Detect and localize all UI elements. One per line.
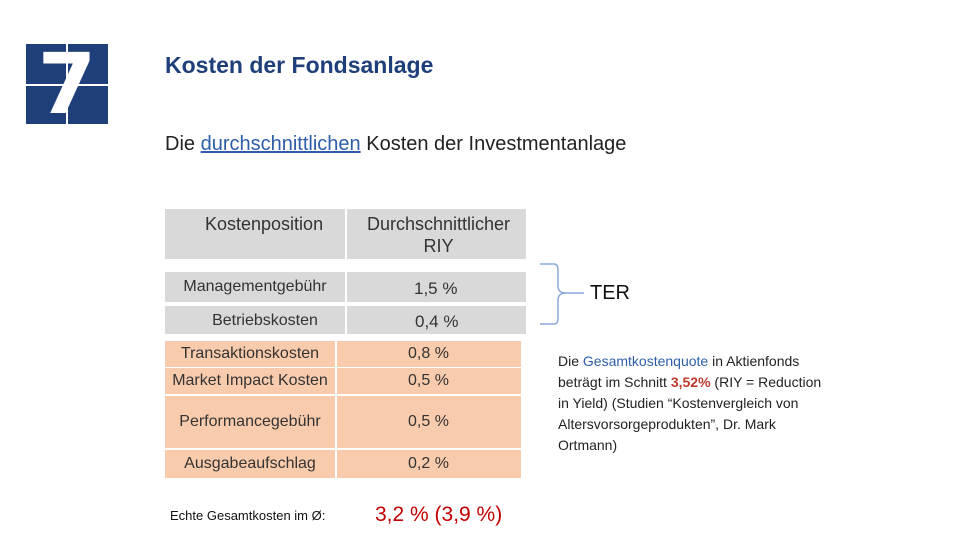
- subtitle: [165, 133, 626, 156]
- note-part3: in Aktienfonds beträgt im Schnitt: [558, 353, 800, 390]
- note-part5: (RIY = Reduction in Yield) (Studien “Kostenvergleich von Altersvorsorgeprodukten”, Dr. Mark Ortmann): [558, 374, 822, 453]
- row-label: Performancegebühr: [179, 413, 321, 430]
- table-row: [165, 306, 526, 334]
- header-kostenposition: [165, 209, 345, 259]
- row-value: 1,5 %: [414, 279, 458, 298]
- bracket-lower-path: [540, 293, 566, 324]
- page-title: Kosten der Fondsanlage: [165, 52, 434, 78]
- table-row: [165, 341, 521, 367]
- subtitle-highlight: durchschnittlichen: [200, 133, 361, 155]
- header-riy: [347, 209, 526, 259]
- row-value: 0,5 %: [408, 372, 449, 389]
- row-value: 0,5 %: [408, 413, 449, 430]
- ter-bracket: [536, 260, 586, 330]
- ter-label: TER: [590, 282, 630, 304]
- bracket-upper-path: [540, 264, 566, 293]
- note-percentage: 3,52%: [670, 374, 711, 390]
- subtitle-suffix: Kosten der Investmentanlage: [360, 133, 627, 155]
- table-row: [165, 450, 521, 478]
- table-row: [165, 272, 526, 302]
- row-value: 0,4 %: [415, 312, 459, 331]
- header-col2-label: Durchschnittlicher RIY: [366, 214, 511, 256]
- header-col1-label: Kostenposition: [205, 214, 324, 234]
- row-label: Market Impact Kosten: [172, 372, 328, 389]
- row-value: 0,2 %: [408, 455, 449, 472]
- table-row: [165, 368, 521, 394]
- note-term: Gesamtkostenquote: [582, 353, 709, 369]
- chapter-number: 7: [37, 35, 97, 133]
- total-label: Echte Gesamtkosten im Ø:: [170, 508, 326, 523]
- note-part1: Die: [558, 353, 583, 369]
- row-value: 0,8 %: [408, 345, 449, 362]
- table-row: [165, 396, 521, 448]
- total-value: 3,2 % (3,9 %): [375, 503, 503, 526]
- chapter-badge: [26, 35, 108, 133]
- subtitle-prefix: Die: [165, 133, 201, 155]
- row-label: Betriebskosten: [212, 312, 318, 329]
- row-label: Transaktionskosten: [180, 345, 320, 362]
- cost-note: [558, 351, 828, 456]
- row-label: Ausgabeaufschlag: [184, 455, 316, 472]
- row-label: Managementgebühr: [183, 278, 327, 295]
